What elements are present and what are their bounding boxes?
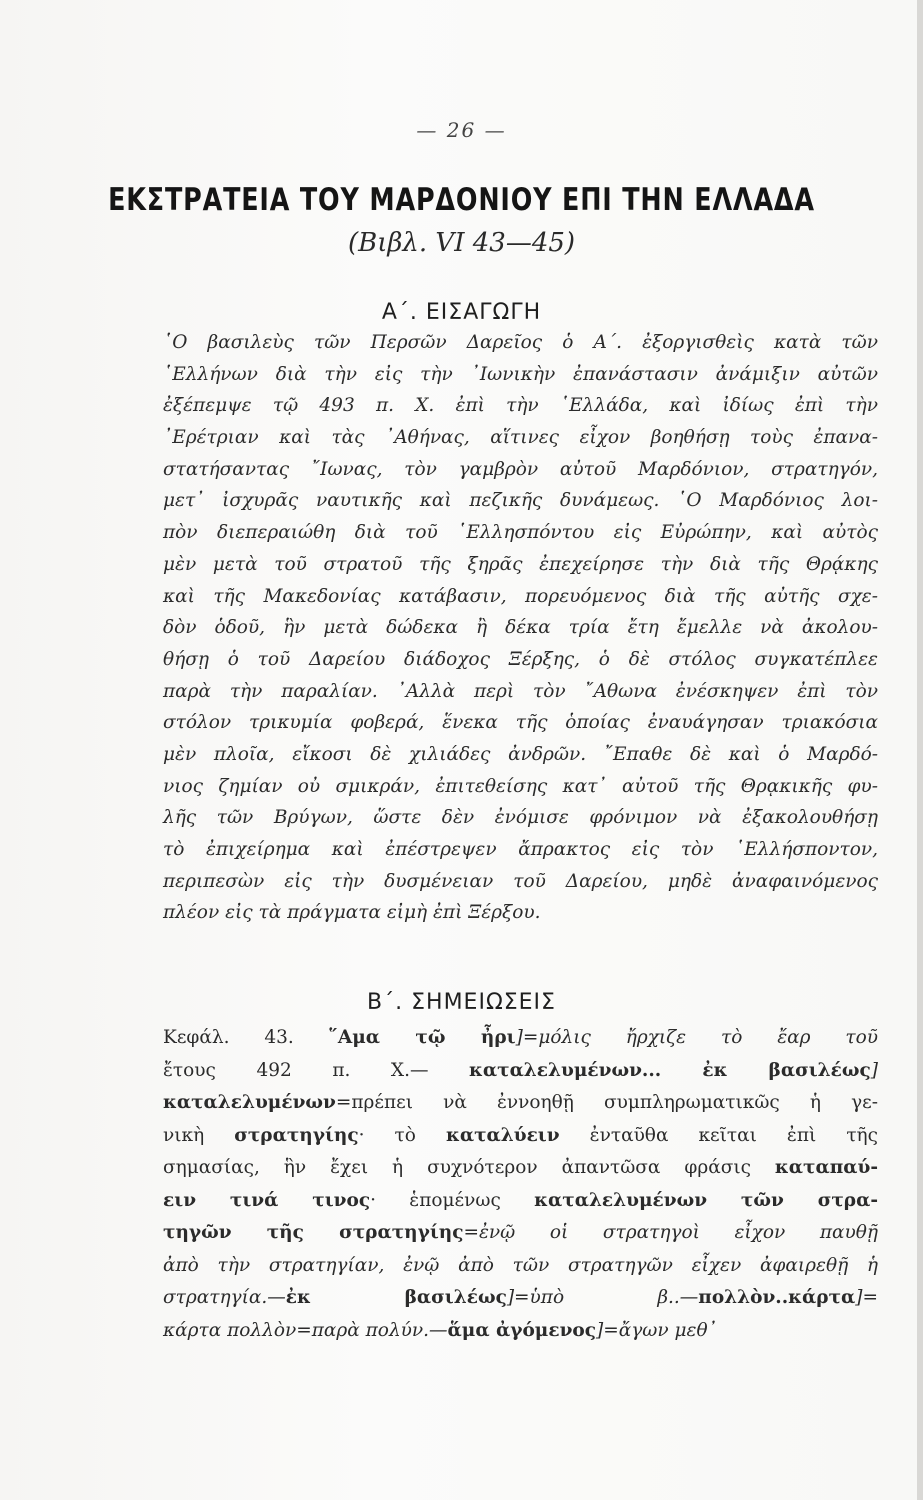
text-line: δὸν ὁδοῦ, ἣν μετὰ δώδεκα ἢ δέκα τρία ἔτη ἔμελλε νὰ ἀκολου- [163,617,878,639]
lemma: καταλελυμένων... ἐκ βασιλέως [469,1059,871,1081]
text-line: πλέον εἰς τὰ πράγματα εἰμὴ ἐπὶ Ξέρξου. [163,902,541,924]
section-heading-notes: Β΄. ΣΗΜΕΙΩΣΕΙΣ [367,990,556,1015]
gloss: ]= [855,1287,878,1308]
gloss: ]=μόλις ἤρχιζε τὸ ἔαρ τοῦ [515,1027,879,1048]
lemma: καταπαύ- [774,1157,878,1178]
chapter-subtitle: (Βιβλ. VI 43—45) [347,228,576,258]
note-line [163,1055,878,1088]
text-line: στόλον τρικυμία φοβερά, ἕνεκα τῆς ὁποίας ἐναυάγησαν τριακόσια [163,712,878,734]
lemma: ἅμα ἀγόμενος [447,1319,597,1341]
text-line: ῾Ο βασιλεὺς τῶν Περσῶν Δαρεῖος ὁ Α΄. ἐξοργισθεὶς κατὰ τῶν [163,332,878,353]
lemma: ῞Αμα τῷ ἦρι [328,1027,516,1048]
gloss: · ἑπομένως [370,1189,535,1211]
lemma: πολλὸν..κάρτα [698,1287,856,1308]
gloss: στρατηγία.— [163,1287,286,1308]
note-line [163,1315,878,1348]
gloss: ] [870,1059,878,1081]
text-line: περιπεσὼν εἰς τὴν δυσμένειαν τοῦ Δαρείου, μηδὲ ἀναφαινόμενος [163,870,878,892]
gloss: νικὴ [163,1124,235,1146]
page-edge [917,0,923,1500]
text-line: νιος ζημίαν οὐ σμικράν, ἐπιτεθείσης κατ᾿ αὐτοῦ τῆς Θρᾳκικῆς φυ- [163,775,878,797]
introduction-paragraph [163,327,878,929]
lemma: ειν τινά τινος [163,1189,371,1211]
text-line: ῾Ελλήνων διὰ τὴν εἰς τὴν ᾿Ιωνικὴν ἐπανάστασιν ἀνάμιξιν αὐτῶν [163,363,878,385]
lemma: καταλύειν [445,1124,560,1146]
note-line [163,1217,878,1250]
text-line: μετ᾿ ἰσχυρᾶς ναυτικῆς καὶ πεζικῆς δυνάμεως. ῾Ο Μαρδόνιος λοι- [163,490,878,512]
gloss: ]=ἄγων μεθ᾿ [596,1319,717,1341]
gloss: =ἐνῷ οἱ στρατηγοὶ εἶχον παυθῇ [463,1222,878,1243]
text-line: λῆς τῶν Βρύγων, ὥστε δὲν ἐνόμισε φρόνιμον νὰ ἐξακολουθήσῃ [163,807,878,829]
text-line: μὲν μετὰ τοῦ στρατοῦ τῆς ξηρᾶς ἐπεχείρησε τὴν διὰ τῆς Θρᾴκης [163,553,878,575]
section-heading-introduction: Α΄. ΕΙΣΑΓΩΓΗ [381,300,542,325]
text-line: ᾿Ερέτριαν καὶ τὰς ᾿Αθήνας, αἵτινες εἶχον βοηθήσῃ τοὺς ἐπανα- [163,427,878,449]
lemma: καταλελυμένων [163,1092,336,1113]
gloss: =πρέπει νὰ ἐννοηθῇ συμπληρωματικῶς ἡ γε- [335,1092,878,1113]
notes-paragraph [163,1022,878,1347]
text-line: παρὰ τὴν παραλίαν. ᾿Αλλὰ περὶ τὸν ῎Αθωνα ἐνέσκηψεν ἐπὶ τὸν [163,680,878,702]
note-line [163,1152,878,1185]
text-line: τὸ ἐπιχείρημα καὶ ἐπέστρεψεν ἄπρακτος εἰς τὸν ῾Ελλήσποντον, [163,839,878,860]
lemma: καταλελυμένων τῶν στρα- [534,1189,878,1211]
page-number: — 26 — [416,118,507,142]
text-line: στατήσαντας ῎Ιωνας, τὸν γαμβρὸν αὐτοῦ Μαρδόνιον, στρατηγόν, [163,458,878,480]
gloss: ἀπὸ τὴν στρατηγίαν, ἐνῷ ἀπὸ τῶν στρατηγῶν εἶχεν ἀφαιρεθῇ ἡ [163,1254,878,1276]
gloss: ἔτους 492 π. Χ.— [163,1059,470,1081]
lemma: τηγῶν τῆς στρατηγίης [163,1222,464,1243]
note-line [163,1087,878,1120]
gloss: ]=ὑπὸ β..— [506,1287,699,1308]
chapter-reference: Κεφάλ. 43. [163,1027,329,1048]
gloss: σημασίας, ἣν ἔχει ἡ συχνότερον ἀπαντῶσα φράσις [163,1157,775,1178]
gloss: · τὸ [358,1124,446,1146]
note-line [163,1250,878,1283]
lemma: ἐκ βασιλέως [285,1287,507,1308]
text-line: μὲν πλοῖα, εἴκοσι δὲ χιλιάδες ἀνδρῶν. ῎Επαθε δὲ καὶ ὁ Μαρδό- [163,743,878,765]
note-line [163,1282,878,1315]
note-line [163,1120,878,1153]
gloss: κάρτα πολλὸν=παρὰ πολύν.— [163,1319,448,1341]
note-line [163,1185,878,1218]
note-line [163,1022,878,1055]
text-line: ἐξέπεμψε τῷ 493 π. Χ. ἐπὶ τὴν ῾Ελλάδα, καὶ ἰδίως ἐπὶ τὴν [163,395,878,417]
text-line: καὶ τῆς Μακεδονίας κατάβασιν, πορευόμενος διὰ τῆς αὐτῆς σχε- [163,585,878,607]
gloss: ἐνταῦθα κεῖται ἐπὶ τῆς [559,1124,878,1146]
chapter-title: ΕΚΣΤΡΑΤΕΙΑ ΤΟΥ ΜΑΡΔΟΝΙΟΥ ΕΠΙ ΤΗΝ ΕΛΛΑΔΑ [108,182,815,218]
text-line: πὸν διεπεραιώθη διὰ τοῦ ῾Ελλησπόντου εἰς Εὐρώπην, καὶ αὐτὸς [163,522,878,544]
lemma: στρατηγίης [234,1124,359,1146]
text-line: θήσῃ ὁ τοῦ Δαρείου διάδοχος Ξέρξης, ὁ δὲ στόλος συγκατέπλεε [163,648,878,670]
